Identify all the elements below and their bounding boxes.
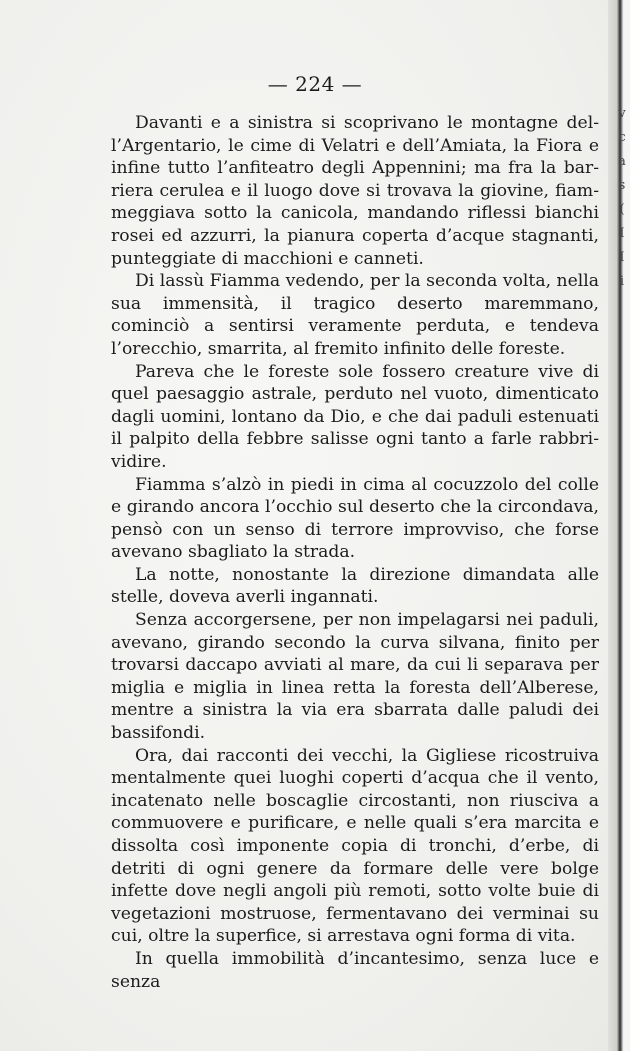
- bleed-letter: (: [619, 202, 625, 217]
- bleed-letter: v: [618, 106, 626, 121]
- paragraph: Ora, dai racconti dei vecchi, la Gigliese ricostruiva mentalmente quei luoghi coperti d’acqua che il vento, incatenato nelle boscaglie circostanti, non riusciva a commuovere e purificare, e nelle quali s’era marcita e dissolta così imponente copia di tronchi, d’erbe, di detriti di ogni genere da formare delle vere bolge infette dove negli angoli più remoti, sotto volte buie di vegetazioni mostruose, fermentavano dei verminai su cui, oltre la superfice, si arrestava ogni forma di vita.: [111, 745, 599, 947]
- paragraph: Fiamma s’alzò in piedi in cima al cocuzzolo del colle e girando ancora l’occhio sul deserto che la circondava, pensò con un senso di terrore improvviso, che forse avevano sbagliato la strada.: [111, 474, 599, 563]
- paragraph: Di lassù Fiamma vedendo, per la seconda volta, nella sua immensità, il tragico deserto maremmano, cominciò a sentirsi veramente perduta, e tendeva l’orecchio, smarrita, al fremito infinito delle foreste.: [111, 271, 599, 359]
- paragraph: La notte, nonostante la direzione dimandata alle stelle, doveva averli ingannati.: [111, 564, 599, 608]
- page-number: — 224 —: [267, 72, 363, 96]
- bleed-letter: i: [619, 274, 625, 289]
- bleed-letter: I: [619, 250, 625, 265]
- bleed-letter: I: [619, 226, 625, 241]
- body-text: [111, 112, 599, 993]
- paragraph: Senza accorgersene, per non impelagarsi nei paduli, avevano, girando secondo la curva silvana, finito per trovarsi daccapo avviati al mare, da cui li separava per miglia e miglia in linea retta la foresta dell’Alberese, mentre a sinistra la via era sbarrata dalle paludi dei bassifondi.: [111, 610, 599, 744]
- bleed-letter: s: [618, 178, 626, 193]
- paragraph: In quella immobilità d’incantesimo, senza luce e senza: [111, 948, 599, 992]
- bleed-letter: c: [618, 130, 626, 145]
- paragraph: Pareva che le foreste sole fossero creature vive di quel paesaggio astrale, perduto nel vuoto, dimenticato dagli uomini, lontano da Dio, e che dai paduli estenuati il palpito della febbre salisse ogni tanto a farle rabbrividire.: [111, 361, 599, 472]
- paragraph: Davanti e a sinistra si scoprivano le montagne dell’Argentario, le cime di Velatri e dell’Amiata, la Fiora e infine tutto l’anfiteatro degli Appennini; ma fra la barriera cerulea e il luogo dove si trovava la giovine, fiammeggiava sotto la canicola, mandando riflessi bianchi rosei ed azzurri, la pianura coperta d’acque stagnanti, punteggiate di macchioni e canneti.: [111, 113, 599, 269]
- facing-page-bleed-letters: [616, 102, 628, 294]
- bleed-letter: a: [618, 154, 626, 169]
